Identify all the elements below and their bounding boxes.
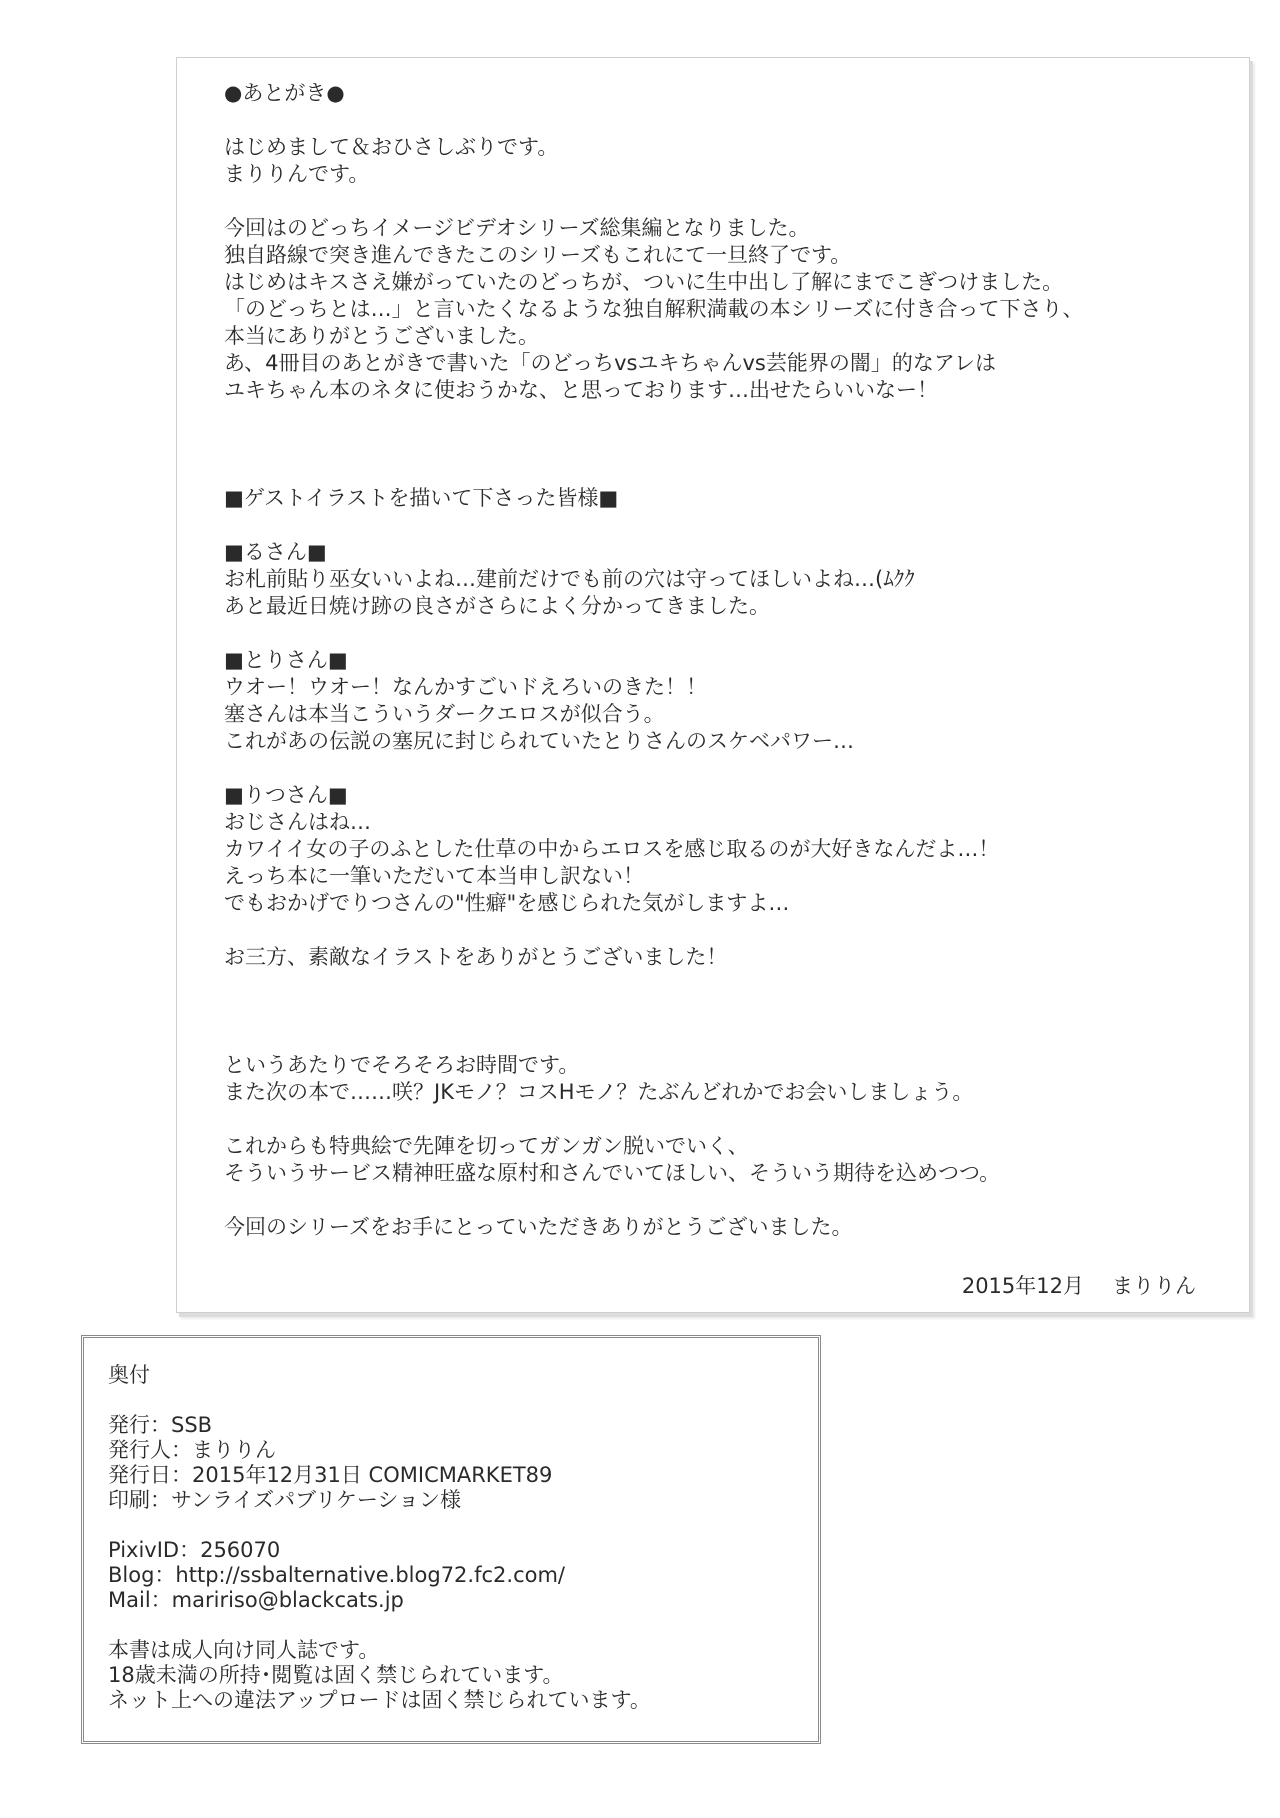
guest-comment-line: えっち本に一筆いただいて本当申し訳ない！ <box>224 864 644 888</box>
guest-name: ■りつさん■ <box>224 783 348 807</box>
colophon-publisher-person: 発行人：まりりん <box>108 1438 276 1462</box>
intro-line: ユキちゃん本のネタに使おうかな、と思っております…出せたらいいなー！ <box>224 378 938 402</box>
guest-comment-line: カワイイ女の子のふとした仕草の中からエロスを感じ取るのが大好きなんだよ…！ <box>224 837 1000 861</box>
signature-date: 2015年12月 <box>961 1274 1084 1298</box>
greeting-line: はじめまして＆おひさしぶりです。 <box>224 135 559 159</box>
intro-line: 今回はのどっちイメージビデオシリーズ総集編となりました。 <box>224 216 810 240</box>
colophon-blog: Blog：http://ssbalternative.blog72.fc2.com/ <box>108 1563 565 1587</box>
guest-heading: ■ゲストイラストを描いて下さった皆様■ <box>224 486 619 510</box>
intro-line: 「のどっちとは…」と言いたくなるような独自解釈満載の本シリーズに付き合って下さり、 <box>224 297 1084 321</box>
intro-line: あ、4冊目のあとがきで書いた「のどっちvsユキちゃんvs芸能界の闇」的なアレは <box>224 351 996 375</box>
guest-comment-line: でもおかげでりつさんの"性癖"を感じられた気がしますよ… <box>224 891 790 915</box>
colophon-notice: 本書は成人向け同人誌です。 <box>108 1638 380 1662</box>
guest-name: ■とりさん■ <box>224 648 348 672</box>
colophon-body <box>108 1363 651 1713</box>
colophon-pixiv: PixivID：256070 <box>108 1538 281 1562</box>
signature-name: まりりん <box>1112 1274 1196 1298</box>
colophon-publish-date: 発行日：2015年12月31日 COMICMARKET89 <box>108 1463 553 1487</box>
closing-line: というあたりでそろそろお時間です。 <box>224 1053 580 1077</box>
guest-comment-line: あと最近日焼け跡の良さがさらによく分かってきました。 <box>224 594 770 618</box>
afterword-signature <box>962 1273 1196 1300</box>
guest-comment-line: おじさんはね… <box>224 810 371 834</box>
colophon-notice: ネット上への違法アップロードは固く禁じられています。 <box>108 1688 651 1712</box>
closing-line: また次の本で……咲？JKモノ？コスHモノ？たぶんどれかでお会いしましょう。 <box>224 1080 974 1104</box>
colophon-title: 奥付 <box>108 1363 150 1387</box>
guest-comment-line: ウオー！ウオー！なんかすごいドえろいのきた！！ <box>224 675 707 699</box>
closing-line: 今回のシリーズをお手にとっていただきありがとうございました。 <box>224 1215 853 1239</box>
colophon-publisher: 発行：SSB <box>108 1413 213 1437</box>
afterword-heading: ●あとがき● <box>224 81 345 105</box>
guest-name: ■るさん■ <box>224 540 327 564</box>
colophon-mail: Mail：maririso@blackcats.jp <box>108 1588 404 1612</box>
intro-line: 本当にありがとうございました。 <box>224 324 539 348</box>
closing-line: これからも特典絵で先陣を切ってガンガン脱いでいく、 <box>224 1134 749 1158</box>
intro-line: はじめはキスさえ嫌がっていたのどっちが、ついに生中出し了解にまでこぎつけました。 <box>224 270 1064 294</box>
colophon-notice: 18歳未満の所持･閲覧は固く禁じられています。 <box>108 1663 564 1687</box>
colophon-printer: 印刷：サンライズパブリケーション様 <box>108 1488 462 1512</box>
guest-comment-line: これがあの伝説の塞尻に封じられていたとりさんのスケベパワー… <box>224 729 854 753</box>
afterword-body <box>224 80 1224 1241</box>
guest-comment-line: お札前貼り巫女いいよね…建前だけでも前の穴は守ってほしいよね…(ﾑｸｸ <box>224 567 915 591</box>
closing-line: そういうサービス精神旺盛な原村和さんでいてほしい、そういう期待を込めつつ。 <box>224 1161 1001 1185</box>
greeting-line: まりりんです。 <box>224 162 370 186</box>
intro-line: 独自路線で突き進んできたこのシリーズもこれにて一旦終了です。 <box>224 243 852 267</box>
guest-thanks: お三方、素敵なイラストをありがとうございました！ <box>224 945 728 969</box>
guest-comment-line: 塞さんは本当こういうダークエロスが似合う。 <box>224 702 665 726</box>
